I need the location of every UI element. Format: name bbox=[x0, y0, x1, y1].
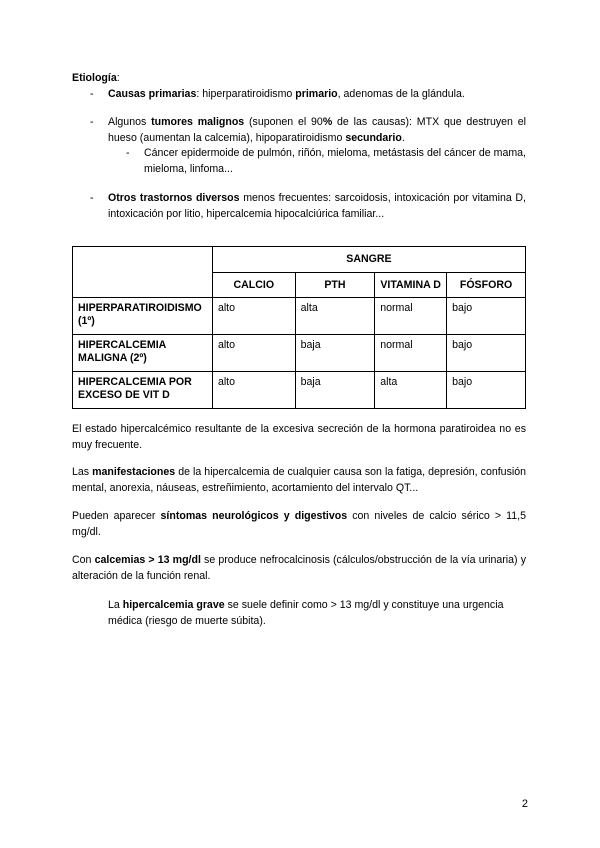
table-cell: bajo bbox=[447, 335, 526, 372]
bullet-dash: - bbox=[90, 88, 94, 100]
table-cell: bajo bbox=[447, 372, 526, 409]
table-cell: alto bbox=[212, 335, 295, 372]
etiologia-heading: Etiología: bbox=[72, 72, 120, 84]
list-item-otros-trastornos: - Otros trastornos diversos menos frecuentes: sarcoidosis, intoxicación por vitamina D, intoxicación por litio, hipercalcemia hipocalciúrica familiar... bbox=[90, 192, 527, 220]
table-row bbox=[73, 372, 526, 409]
column-header: FÓSFORO bbox=[447, 273, 526, 298]
table-cell: alto bbox=[212, 298, 295, 335]
list-item-causas-primarias: - Causas primarias: hiperparatiroidismo primario, adenomas de la glándula. bbox=[90, 88, 465, 100]
table-cell: alto bbox=[212, 372, 295, 409]
paragraph-manifestaciones: Las manifestaciones de la hipercalcemia de cualquier causa son la fatiga, depresión, confusión mental, anorexia, náuseas, estreñimiento, acortamiento del intervalo QT... bbox=[72, 466, 526, 494]
paragraph-calcemias: Con calcemias > 13 mg/dl se produce nefrocalcinosis (cálculos/obstrucción de la vía urinaria) y alteración de la función renal. bbox=[72, 554, 526, 582]
table-cell: normal bbox=[375, 298, 447, 335]
blood-values-table bbox=[72, 246, 526, 409]
row-header: HIPERPARATIROIDISMO (1º) bbox=[73, 298, 213, 335]
sub-list-item-canceres: - Cáncer epidermoide de pulmón, riñón, mieloma, metástasis del cáncer de mama, mieloma, linfoma... bbox=[126, 147, 526, 175]
table-cell: normal bbox=[375, 335, 447, 372]
bullet-dash: - bbox=[126, 147, 130, 159]
column-header: VITAMINA D bbox=[375, 273, 447, 298]
table-cell: baja bbox=[295, 335, 375, 372]
paragraph-sintomas: Pueden aparecer síntomas neurológicos y digestivos con niveles de calcio sérico > 11,5 mg/dl. bbox=[72, 510, 526, 538]
table-cell: alta bbox=[295, 298, 375, 335]
bullet-dash: - bbox=[90, 116, 94, 128]
table-group-header: SANGRE bbox=[212, 247, 525, 273]
column-header: CALCIO bbox=[212, 273, 295, 298]
paragraph-hipercalcemia-grave: La hipercalcemia grave se suele definir como > 13 mg/dl y constituye una urgencia médica (riesgo de muerte súbita). bbox=[108, 599, 504, 627]
row-header: HIPERCALCEMIA POR EXCESO DE VIT D bbox=[73, 372, 213, 409]
column-header: PTH bbox=[295, 273, 375, 298]
table-cell: alta bbox=[375, 372, 447, 409]
table-cell: baja bbox=[295, 372, 375, 409]
table-cell: bajo bbox=[447, 298, 526, 335]
row-header: HIPERCALCEMIA MALIGNA (2º) bbox=[73, 335, 213, 372]
table-row bbox=[73, 298, 526, 335]
table-row bbox=[73, 335, 526, 372]
page-number: 2 bbox=[521, 798, 528, 810]
paragraph-estado-hipercalcemico: El estado hipercalcémico resultante de la excesiva secreción de la hormona paratiroidea no es muy frecuente. bbox=[72, 423, 526, 451]
list-item-tumores-malignos: - Algunos tumores malignos (suponen el 90% de las causas): MTX que destruyen el hueso (aumentan la calcemia), hipoparatiroidismo secundario. bbox=[90, 116, 526, 144]
table-corner-cell bbox=[73, 247, 213, 298]
bullet-dash: - bbox=[90, 192, 94, 204]
